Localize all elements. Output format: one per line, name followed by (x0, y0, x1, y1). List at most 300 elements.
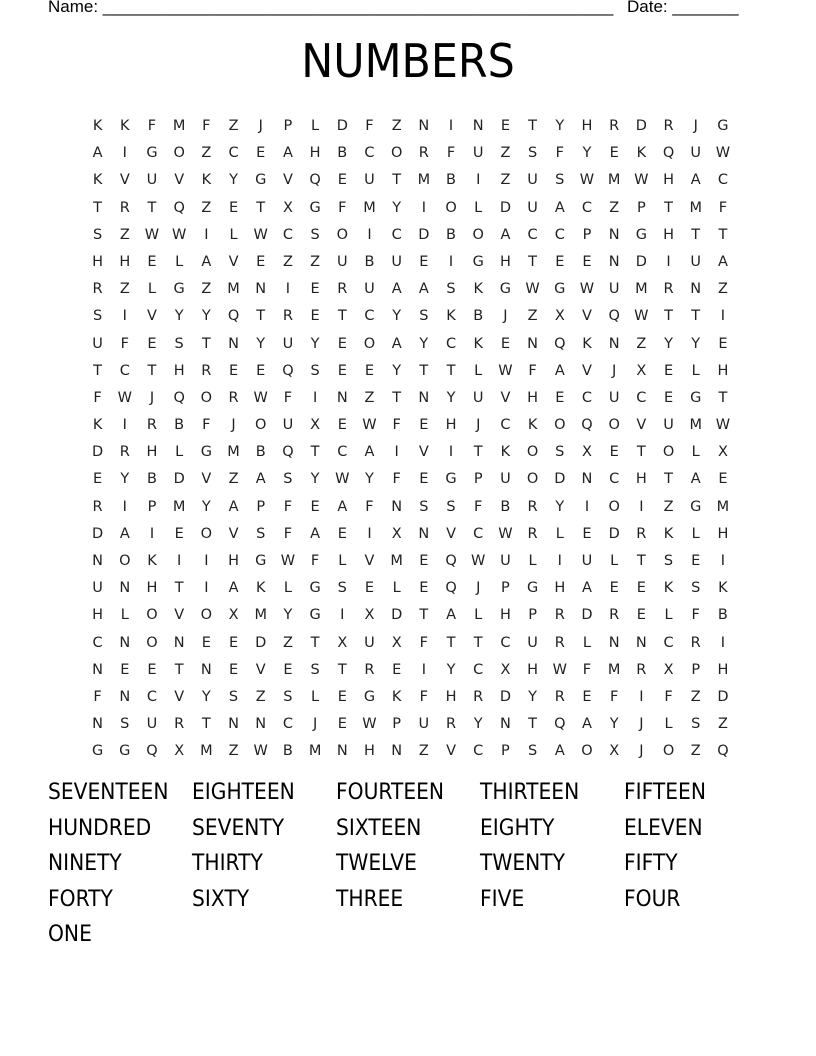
grid-letter[interactable]: Z (609, 199, 620, 216)
grid-letter[interactable]: K (473, 281, 483, 298)
grid-letter[interactable]: T (174, 580, 184, 597)
grid-letter[interactable]: W (471, 553, 486, 569)
grid-letter[interactable]: M (390, 553, 403, 569)
grid-letter[interactable]: Y (283, 607, 293, 624)
grid-letter[interactable]: E (147, 661, 157, 678)
grid-letter[interactable]: N (391, 498, 403, 515)
grid-letter[interactable]: T (337, 661, 347, 678)
grid-letter[interactable]: A (92, 145, 103, 162)
grid-letter[interactable]: A (228, 580, 239, 597)
grid-letter[interactable]: R (92, 498, 103, 515)
grid-letter[interactable]: U (364, 634, 375, 651)
grid-letter[interactable]: A (582, 580, 592, 597)
grid-letter[interactable]: F (338, 199, 347, 216)
grid-letter[interactable]: S (555, 172, 565, 189)
grid-letter[interactable]: P (392, 716, 402, 733)
grid-letter[interactable]: K (636, 145, 647, 162)
grid-letter[interactable]: F (609, 688, 619, 705)
grid-letter[interactable]: X (174, 743, 185, 760)
grid-letter[interactable]: X (337, 634, 348, 651)
grid-letter[interactable]: I (204, 580, 209, 597)
grid-letter[interactable]: Q (282, 362, 294, 379)
grid-letter[interactable]: G (717, 118, 729, 134)
grid-letter[interactable]: H (717, 661, 729, 678)
grid-letter[interactable]: Y (201, 308, 211, 325)
grid-letter[interactable]: F (474, 498, 483, 515)
grid-letter[interactable]: F (446, 145, 456, 162)
grid-letter[interactable]: C (364, 308, 375, 325)
grid-letter[interactable]: S (446, 498, 456, 515)
grid-letter[interactable]: G (119, 743, 131, 760)
grid-letter[interactable]: Q (282, 444, 294, 461)
grid-letter[interactable]: D (173, 471, 185, 488)
grid-letter[interactable]: R (527, 498, 538, 515)
grid-letter[interactable]: M (172, 498, 186, 515)
grid-letter[interactable]: O (554, 417, 566, 434)
grid-letter[interactable]: R (337, 281, 348, 298)
grid-letter[interactable]: O (146, 607, 158, 624)
grid-letter[interactable]: C (636, 389, 647, 406)
grid-letter[interactable]: X (228, 607, 239, 624)
grid-letter[interactable]: L (555, 525, 564, 542)
grid-letter[interactable]: E (582, 688, 592, 705)
grid-letter[interactable]: F (147, 118, 157, 134)
grid-letter[interactable]: Y (664, 335, 673, 352)
grid-letter[interactable]: V (582, 362, 592, 379)
grid-letter[interactable]: I (122, 498, 127, 515)
grid-letter[interactable]: U (527, 172, 538, 189)
grid-letter[interactable]: E (174, 525, 184, 542)
grid-letter[interactable]: U (282, 417, 294, 434)
grid-letter[interactable]: F (310, 553, 320, 569)
grid-letter[interactable]: H (581, 118, 593, 134)
grid-letter[interactable]: A (554, 199, 565, 216)
grid-letter[interactable]: G (255, 553, 267, 569)
grid-letter[interactable]: G (146, 145, 158, 162)
grid-letter[interactable]: V (174, 607, 185, 624)
grid-letter[interactable]: A (201, 253, 212, 270)
grid-letter[interactable]: N (173, 634, 185, 651)
grid-letter[interactable]: C (609, 471, 620, 488)
grid-letter[interactable]: D (554, 471, 566, 488)
grid-letter[interactable]: I (448, 444, 454, 461)
grid-letter[interactable]: C (445, 335, 457, 352)
grid-letter[interactable]: O (608, 498, 620, 515)
grid-letter[interactable]: G (635, 226, 647, 243)
grid-letter[interactable]: E (718, 471, 728, 488)
grid-letter[interactable]: W (498, 525, 513, 542)
grid-letter[interactable]: I (557, 553, 562, 569)
grid-letter[interactable]: P (691, 661, 701, 678)
grid-letter[interactable]: O (119, 553, 131, 569)
grid-letter[interactable]: M (227, 281, 240, 298)
grid-letter[interactable]: L (664, 716, 673, 733)
grid-letter[interactable]: X (554, 308, 565, 325)
grid-letter[interactable]: L (664, 607, 673, 624)
grid-letter[interactable]: V (228, 253, 239, 270)
grid-letter[interactable]: E (337, 688, 347, 705)
grid-letter[interactable]: E (337, 335, 347, 352)
grid-letter[interactable]: I (421, 661, 426, 678)
grid-letter[interactable]: O (336, 226, 348, 243)
grid-letter[interactable]: U (282, 335, 294, 352)
grid-letter[interactable]: P (147, 498, 157, 515)
grid-letter[interactable]: W (715, 417, 731, 434)
grid-letter[interactable]: E (419, 471, 429, 488)
grid-letter[interactable]: F (555, 145, 564, 162)
grid-letter[interactable]: N (608, 253, 620, 270)
grid-letter[interactable]: U (500, 471, 511, 488)
grid-letter[interactable]: E (500, 335, 510, 352)
grid-letter[interactable]: R (146, 417, 157, 434)
grid-letter[interactable]: P (473, 471, 483, 488)
grid-letter[interactable]: R (554, 607, 565, 624)
grid-letter[interactable]: M (635, 281, 648, 298)
grid-letter[interactable]: U (663, 417, 674, 434)
grid-letter[interactable]: R (527, 525, 538, 542)
grid-letter[interactable]: O (662, 444, 675, 461)
grid-letter[interactable]: C (527, 226, 538, 243)
grid-letter[interactable]: T (691, 226, 701, 243)
grid-letter[interactable]: V (282, 172, 293, 189)
grid-letter[interactable]: G (690, 389, 702, 406)
grid-letter[interactable]: E (392, 661, 402, 678)
grid-letter[interactable]: S (555, 444, 565, 461)
grid-letter[interactable]: F (365, 498, 374, 515)
grid-letter[interactable]: T (664, 471, 673, 488)
grid-letter[interactable]: U (472, 145, 484, 162)
grid-letter[interactable]: E (500, 118, 510, 134)
grid-letter[interactable]: F (582, 661, 592, 678)
grid-letter[interactable]: E (337, 417, 347, 434)
grid-letter[interactable]: D (635, 118, 647, 134)
grid-letter[interactable]: K (255, 580, 266, 597)
grid-letter[interactable]: T (446, 362, 456, 379)
grid-letter[interactable]: A (582, 716, 592, 733)
grid-letter[interactable]: N (119, 688, 131, 705)
grid-letter[interactable]: T (419, 362, 429, 379)
grid-letter[interactable]: C (282, 226, 293, 243)
grid-letter[interactable]: Y (229, 172, 238, 189)
grid-letter[interactable]: B (473, 308, 484, 325)
grid-letter[interactable]: I (720, 308, 726, 325)
grid-letter[interactable]: C (717, 172, 728, 189)
grid-letter[interactable]: E (609, 145, 619, 162)
grid-letter[interactable]: D (499, 199, 511, 216)
grid-letter[interactable]: V (147, 308, 157, 325)
grid-letter[interactable]: Z (310, 253, 321, 270)
grid-letter[interactable]: Y (392, 362, 402, 379)
grid-letter[interactable]: Q (146, 743, 158, 760)
grid-letter[interactable]: J (476, 580, 481, 597)
grid-letter[interactable]: U (608, 389, 620, 406)
grid-letter[interactable]: L (474, 199, 483, 216)
grid-letter[interactable]: E (310, 308, 320, 325)
grid-letter[interactable]: D (581, 607, 593, 624)
grid-letter[interactable]: R (119, 199, 130, 216)
grid-letter[interactable]: A (337, 498, 348, 515)
grid-letter[interactable]: R (609, 607, 620, 624)
grid-letter[interactable]: N (690, 281, 702, 298)
grid-letter[interactable]: Z (690, 688, 701, 705)
grid-letter[interactable]: K (147, 553, 157, 569)
grid-letter[interactable]: C (92, 634, 103, 651)
grid-letter[interactable]: L (691, 444, 700, 461)
grid-letter[interactable]: Z (282, 253, 293, 270)
grid-letter[interactable]: Z (717, 281, 728, 298)
grid-letter[interactable]: H (527, 389, 539, 406)
grid-letter[interactable]: T (691, 308, 701, 325)
grid-letter[interactable]: M (308, 743, 322, 760)
grid-letter[interactable]: N (255, 716, 267, 733)
grid-letter[interactable]: I (666, 253, 671, 270)
grid-letter[interactable]: A (282, 145, 293, 162)
grid-letter[interactable]: G (255, 172, 267, 189)
grid-letter[interactable]: I (149, 525, 155, 542)
grid-letter[interactable]: D (92, 525, 104, 542)
grid-letter[interactable]: Z (119, 226, 130, 243)
grid-letter[interactable]: Z (663, 498, 674, 515)
grid-letter[interactable]: C (500, 634, 511, 651)
grid-letter[interactable]: U (581, 553, 593, 569)
grid-letter[interactable]: E (256, 253, 266, 270)
grid-letter[interactable]: E (663, 362, 674, 379)
grid-letter[interactable]: Z (527, 308, 538, 325)
grid-letter[interactable]: E (147, 335, 157, 352)
grid-letter[interactable]: G (445, 471, 457, 488)
grid-letter[interactable]: N (228, 716, 239, 733)
grid-letter[interactable]: E (555, 253, 565, 270)
grid-letter[interactable]: E (228, 199, 239, 216)
grid-letter[interactable]: T (256, 308, 266, 325)
grid-letter[interactable]: L (175, 253, 184, 270)
grid-letter[interactable]: V (255, 661, 266, 678)
grid-letter[interactable]: K (582, 335, 592, 352)
grid-letter[interactable]: T (419, 607, 429, 624)
grid-letter[interactable]: V (119, 172, 130, 189)
grid-letter[interactable]: S (283, 471, 293, 488)
grid-letter[interactable]: T (392, 389, 402, 406)
grid-letter[interactable]: E (419, 580, 429, 597)
grid-letter[interactable]: S (92, 226, 103, 243)
grid-letter[interactable]: N (200, 661, 212, 678)
grid-letter[interactable]: N (255, 281, 267, 298)
grid-letter[interactable]: S (256, 525, 266, 542)
grid-letter[interactable]: J (312, 716, 318, 733)
grid-letter[interactable]: N (635, 634, 647, 651)
grid-letter[interactable]: I (285, 281, 291, 298)
grid-letter[interactable]: W (498, 362, 513, 379)
grid-letter[interactable]: G (309, 607, 321, 624)
grid-letter[interactable]: E (228, 634, 239, 651)
grid-letter[interactable]: D (391, 607, 403, 624)
grid-letter[interactable]: N (92, 716, 104, 733)
grid-letter[interactable]: I (720, 634, 726, 651)
grid-letter[interactable]: W (280, 553, 296, 569)
grid-letter[interactable]: Y (691, 335, 701, 352)
grid-letter[interactable]: O (526, 471, 539, 488)
grid-letter[interactable]: H (445, 688, 457, 705)
grid-letter[interactable]: W (253, 743, 268, 760)
grid-letter[interactable]: E (256, 145, 266, 162)
grid-letter[interactable]: X (282, 199, 293, 216)
grid-letter[interactable]: V (500, 389, 511, 406)
grid-letter[interactable]: A (690, 172, 701, 189)
grid-letter[interactable]: Y (473, 716, 483, 733)
grid-letter[interactable]: I (122, 417, 127, 434)
grid-letter[interactable]: O (173, 145, 185, 162)
grid-letter[interactable]: B (717, 607, 728, 624)
grid-letter[interactable]: H (717, 362, 729, 379)
grid-letter[interactable]: W (579, 281, 595, 298)
grid-letter[interactable]: I (367, 525, 372, 542)
grid-letter[interactable]: M (363, 199, 376, 216)
grid-letter[interactable]: S (310, 661, 320, 678)
grid-letter[interactable]: G (526, 580, 539, 597)
grid-letter[interactable]: D (92, 444, 104, 461)
grid-letter[interactable]: W (335, 471, 350, 488)
grid-letter[interactable]: W (362, 716, 377, 733)
grid-letter[interactable]: K (201, 172, 212, 189)
grid-letter[interactable]: S (92, 308, 103, 325)
grid-letter[interactable]: Y (609, 716, 619, 733)
grid-letter[interactable]: E (364, 580, 375, 597)
grid-letter[interactable]: E (337, 525, 347, 542)
grid-letter[interactable]: Y (174, 308, 184, 325)
grid-letter[interactable]: H (119, 253, 131, 270)
grid-letter[interactable]: B (174, 417, 185, 434)
grid-letter[interactable]: U (146, 172, 158, 189)
grid-letter[interactable]: O (608, 417, 620, 434)
grid-letter[interactable]: J (612, 362, 617, 379)
grid-letter[interactable]: G (690, 498, 702, 515)
grid-letter[interactable]: A (364, 444, 375, 461)
grid-letter[interactable]: X (582, 444, 592, 461)
grid-letter[interactable]: T (636, 444, 646, 461)
grid-letter[interactable]: L (610, 553, 619, 569)
grid-letter[interactable]: V (446, 525, 456, 542)
grid-letter[interactable]: U (364, 281, 375, 298)
grid-letter[interactable]: D (255, 634, 267, 651)
grid-letter[interactable]: L (229, 226, 238, 243)
grid-letter[interactable]: H (364, 743, 375, 760)
grid-letter[interactable]: L (120, 607, 129, 624)
grid-letter[interactable]: G (554, 281, 566, 298)
grid-letter[interactable]: L (691, 362, 700, 379)
grid-letter[interactable]: X (310, 417, 321, 434)
grid-letter[interactable]: Z (418, 743, 429, 760)
grid-letter[interactable]: F (283, 498, 293, 515)
grid-letter[interactable]: Q (717, 743, 729, 760)
grid-letter[interactable]: X (636, 362, 647, 379)
grid-letter[interactable]: I (367, 226, 372, 243)
grid-letter[interactable]: R (418, 145, 429, 162)
grid-letter[interactable]: O (363, 335, 376, 352)
grid-letter[interactable]: J (639, 743, 644, 760)
grid-letter[interactable]: T (310, 634, 320, 651)
grid-letter[interactable]: I (448, 118, 454, 134)
grid-letter[interactable]: Z (119, 281, 130, 298)
grid-letter[interactable]: L (311, 118, 320, 134)
grid-letter[interactable]: D (499, 688, 511, 705)
grid-letter[interactable]: E (93, 471, 103, 488)
grid-letter[interactable]: E (582, 253, 592, 270)
grid-letter[interactable]: H (146, 444, 158, 461)
grid-letter[interactable]: C (473, 525, 484, 542)
grid-letter[interactable]: U (500, 553, 511, 569)
grid-letter[interactable]: T (310, 444, 320, 461)
grid-letter[interactable]: J (476, 417, 481, 434)
grid-letter[interactable]: X (391, 634, 402, 651)
grid-letter[interactable]: N (608, 226, 620, 243)
grid-letter[interactable]: T (473, 634, 483, 651)
grid-letter[interactable]: S (283, 688, 293, 705)
grid-letter[interactable]: Y (555, 118, 565, 134)
grid-letter[interactable]: E (310, 498, 320, 515)
grid-letter[interactable]: H (228, 553, 239, 569)
grid-letter[interactable]: A (500, 226, 511, 243)
grid-letter[interactable]: F (419, 634, 429, 651)
grid-letter[interactable]: Q (581, 417, 593, 434)
grid-letter[interactable]: T (528, 118, 538, 134)
grid-letter[interactable]: I (476, 172, 481, 189)
grid-letter[interactable]: V (201, 471, 212, 488)
grid-letter[interactable]: B (337, 145, 348, 162)
grid-letter[interactable]: E (691, 553, 701, 569)
grid-letter[interactable]: Y (528, 688, 538, 705)
grid-letter[interactable]: S (228, 688, 239, 705)
grid-letter[interactable]: C (364, 145, 375, 162)
grid-letter[interactable]: Y (365, 471, 374, 488)
grid-letter[interactable]: A (119, 525, 130, 542)
grid-letter[interactable]: R (201, 362, 212, 379)
grid-letter[interactable]: F (93, 688, 102, 705)
grid-letter[interactable]: F (202, 118, 211, 134)
grid-letter[interactable]: C (581, 199, 593, 216)
grid-letter[interactable]: T (201, 335, 211, 352)
grid-letter[interactable]: E (147, 253, 157, 270)
grid-letter[interactable]: A (418, 281, 429, 298)
grid-letter[interactable]: I (394, 444, 399, 461)
grid-letter[interactable]: B (282, 743, 293, 760)
grid-letter[interactable]: H (499, 253, 511, 270)
grid-letter[interactable]: N (499, 716, 511, 733)
grid-letter[interactable]: R (92, 281, 103, 298)
grid-letter[interactable]: F (528, 362, 537, 379)
grid-letter[interactable]: S (663, 553, 674, 569)
grid-letter[interactable]: G (309, 580, 321, 597)
grid-letter[interactable]: I (204, 226, 209, 243)
grid-letter[interactable]: T (528, 253, 538, 270)
grid-letter[interactable]: N (119, 580, 131, 597)
grid-letter[interactable]: I (720, 553, 726, 569)
grid-letter[interactable]: Y (555, 498, 565, 515)
grid-letter[interactable]: F (120, 335, 129, 352)
grid-letter[interactable]: G (173, 281, 185, 298)
grid-letter[interactable]: S (527, 145, 538, 162)
grid-letter[interactable]: T (256, 199, 266, 216)
grid-letter[interactable]: B (255, 444, 266, 461)
grid-letter[interactable]: C (146, 688, 158, 705)
grid-letter[interactable]: J (503, 308, 508, 325)
grid-letter[interactable]: O (662, 743, 675, 760)
grid-letter[interactable]: J (149, 389, 155, 406)
grid-letter[interactable]: G (472, 253, 484, 270)
grid-letter[interactable]: Y (446, 661, 456, 678)
grid-letter[interactable]: I (421, 199, 426, 216)
grid-letter[interactable]: Q (173, 199, 185, 216)
grid-letter[interactable]: V (446, 743, 456, 760)
